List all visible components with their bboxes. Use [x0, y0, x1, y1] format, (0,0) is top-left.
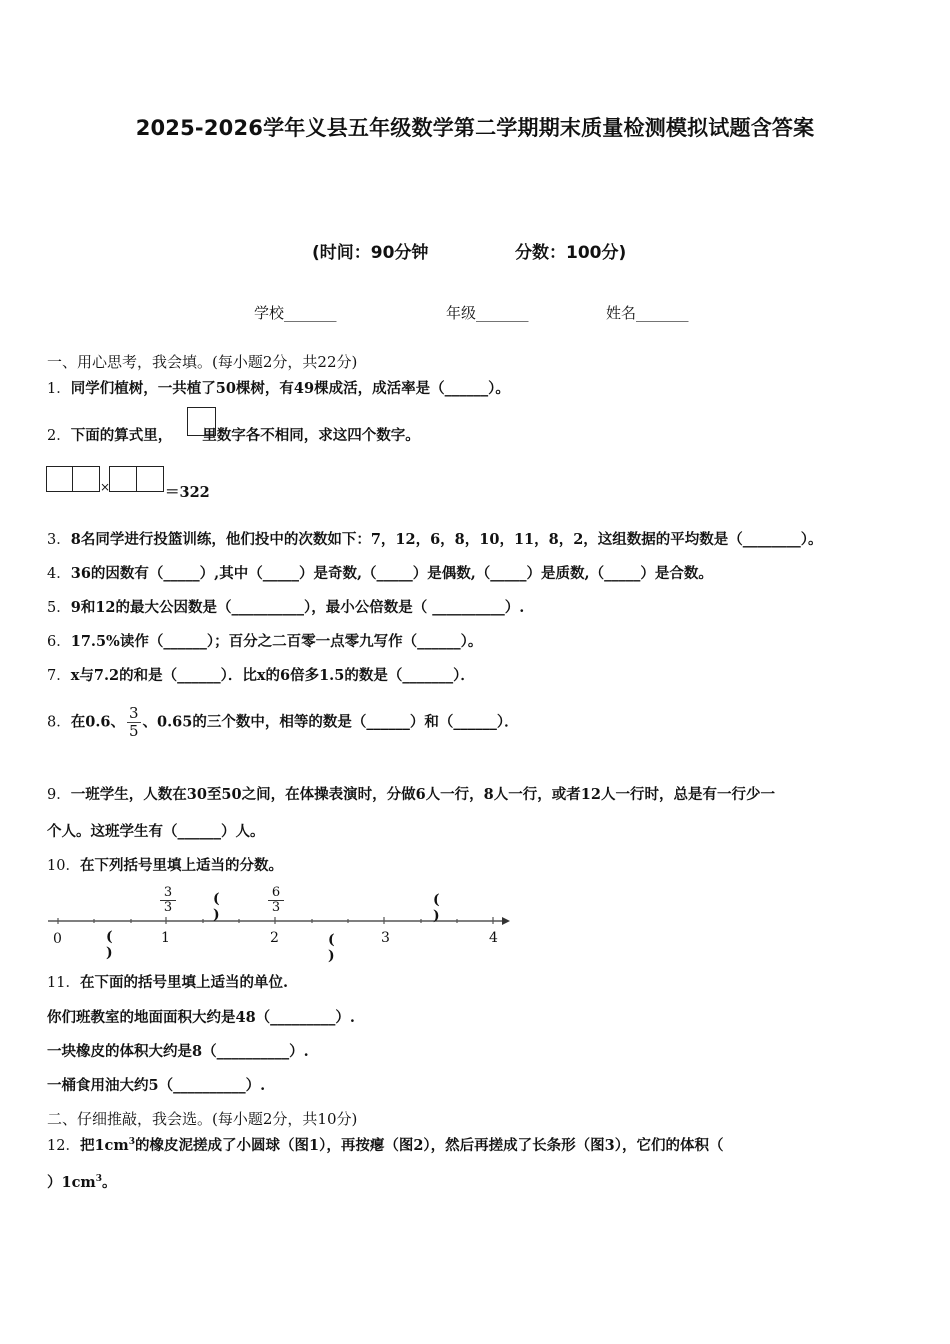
- fraction-3-over-3: $\frac{3}{3}$: [160, 886, 176, 915]
- question-2: 2．下面的算式里， 里数字各不相同，求这四个数字。: [47, 427, 420, 444]
- question-12-line-2: ）$1cm^3$。: [47, 1174, 117, 1191]
- school-field: 学校_______: [254, 304, 337, 322]
- question-5: 5．9和12的最大公因数是（__________），最小公倍数是（ __________）.: [47, 599, 525, 616]
- blank-above-2[interactable]: ( ): [433, 892, 440, 924]
- question-11-a: 你们班教室的地面面积大约是48（_________）.: [47, 1009, 355, 1026]
- tick-label-0: 0: [53, 931, 62, 947]
- page-title: 2025-2026学年义县五年级数学第二学期期末质量检测模拟试题含答案: [135, 116, 815, 140]
- question-11-b: 一块橡皮的体积大约是8（__________）.: [47, 1043, 309, 1060]
- question-9-line-2: 个人。这班学生有（______）人。: [47, 823, 265, 840]
- section-1-heading: 一、用心思考，我会填。(每小题2分，共22分): [47, 353, 358, 371]
- question-8: 8．在0.6、 $\frac{3}{5}$ 、0.65的三个数中，相等的数是（______）和（______）．: [47, 704, 519, 740]
- digit-box-icon: [136, 466, 164, 492]
- question-3: 3．8名同学进行投篮训练，他们投中的次数如下：7，12，6，8，10，11，8，2，这组数据的平均数是（________）。: [47, 531, 823, 548]
- digit-box-icon: [109, 466, 137, 492]
- tick-label-1: 1: [161, 930, 170, 946]
- question-4: 4．36的因数有（_____）,其中（_____）是奇数,（_____）是偶数,（_____）是质数,（_____）是合数。: [47, 565, 713, 582]
- blank-below-1[interactable]: ( ): [106, 929, 113, 961]
- digit-box-icon: [72, 466, 100, 492]
- question-10: 10．在下列括号里填上适当的分数。: [47, 857, 283, 874]
- fraction-6-over-3: $\frac{6}{3}$: [268, 886, 284, 915]
- exam-score: 分数：100分): [515, 243, 627, 263]
- question-6: 6．17.5%读作（______）；百分之二百零一点零九写作（______）。: [47, 633, 483, 650]
- equation-result: ＝322: [165, 484, 210, 501]
- exam-time: (时间：90分钟: [312, 243, 429, 263]
- question-1: 1．同学们植树，一共植了50棵树，有49棵成活，成活率是（______）。: [47, 380, 510, 397]
- question-11-c: 一桶食用油大约5（__________）.: [47, 1077, 266, 1094]
- name-field: 姓名_______: [606, 304, 689, 322]
- tick-label-3: 3: [381, 930, 390, 946]
- number-line-axis: [46, 912, 516, 932]
- blank-above-1[interactable]: ( ): [213, 891, 220, 923]
- grade-field: 年级_______: [446, 304, 529, 322]
- digit-box-icon: [187, 407, 216, 436]
- times-sign: ×: [100, 480, 111, 494]
- question-7: 7．x与7.2的和是（______）．比x的6倍多1.5的数是（_______）．: [47, 667, 475, 684]
- digit-box-icon: [46, 466, 73, 492]
- fraction-three-fifths: $\frac{3}{5}$: [128, 704, 139, 740]
- question-11: 11．在下面的括号里填上适当的单位.: [47, 974, 288, 991]
- tick-label-4: 4: [489, 930, 498, 946]
- blank-below-2[interactable]: ( ): [328, 932, 335, 964]
- tick-label-2: 2: [270, 930, 279, 946]
- section-2-heading: 二、仔细推敲，我会选。(每小题2分，共10分): [47, 1110, 358, 1128]
- question-12-line-1: 12．把$1cm^3$的橡皮泥搓成了小圆球（图1），再按瘪（图2），然后再搓成了长条形（图3），它们的体积（: [47, 1137, 724, 1154]
- question-9-line-1: 9．一班学生，人数在30至50之间，在体操表演时，分做6人一行，8人一行，或者12人一行时，总是有一行少一: [47, 786, 775, 803]
